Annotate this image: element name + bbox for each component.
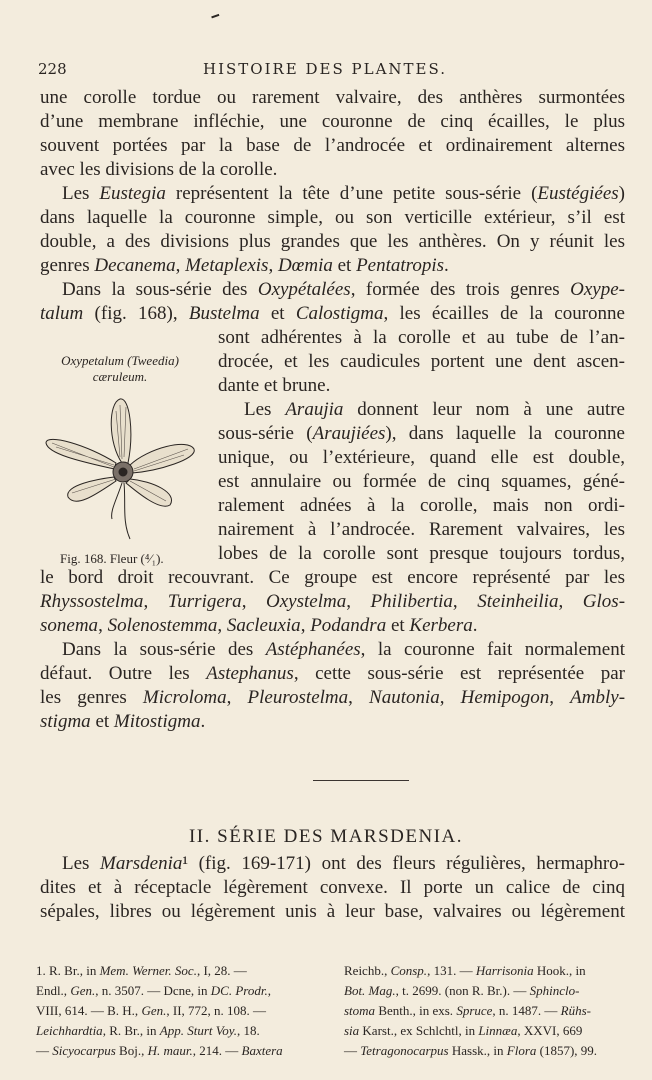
text-line: Les Marsdenia¹ (fig. 169-171) ont des fleurs régulières, hermaphro- <box>62 853 625 874</box>
footnote-left-line: Leichhardtia, R. Br., in App. Sturt Voy., 18. <box>36 1023 260 1038</box>
footnote-left-line: — Sicyocarpus Boj., H. maur., 214. — Baxtera <box>36 1043 283 1058</box>
text-line: est annulaire ou formée de cinq squames, géné- <box>218 471 625 492</box>
text-line: avec les divisions de la corolle. <box>40 159 278 180</box>
text-line: unique, ou l’extérieure, quand elle est double, <box>218 447 625 468</box>
footnote-right-line: sia Karst., ex Schlchtl, in Linnæa, XXVI, 669 <box>344 1023 583 1038</box>
text-line: d’une membrane infléchie, une couronne de cinq écailles, le plus <box>40 111 625 132</box>
text-line: le bord droit recouvrant. Ce groupe est encore représenté par les <box>40 567 625 588</box>
text-line: sépales, libres ou légèrement unis à leur base, valvaires ou légèrement <box>40 901 625 922</box>
text-line: Dans la sous-série des Astéphanées, la couronne fait normalement <box>62 639 625 660</box>
text-line: sonema, Solenostemma, Sacleuxia, Podandra et Kerbera. <box>40 615 478 636</box>
printer-mark <box>211 14 221 22</box>
page-header <box>38 60 612 82</box>
text-line: dans laquelle la couronne simple, ou son verticille extérieur, s’il est <box>40 207 625 228</box>
figure-species-line-2: cæruleum. <box>92 369 148 384</box>
text-line: sont adhérentes à la corolle et au tube de l’an- <box>218 327 625 348</box>
text-line: défaut. Outre les Astephanus, cette sous-série est représentée par <box>40 663 625 684</box>
text-line: lobes de la corolle sont presque toujours tordus, <box>218 543 625 564</box>
text-line: talum (fig. 168), Bustelma et Calostigma, les écailles de la couronne <box>40 303 625 324</box>
text-line: stigma et Mitostigma. <box>40 711 206 732</box>
text-line: Les Araujia donnent leur nom à une autre <box>244 399 625 420</box>
text-line: Rhyssostelma, Turrigera, Oxystelma, Philibertia, Steinheilia, Glos- <box>40 591 625 612</box>
text-line: Dans la sous-série des Oxypétalées, formée des trois genres Oxype- <box>62 279 625 300</box>
running-title: HISTOIRE DES PLANTES. <box>202 60 448 78</box>
petal-lower-left <box>68 477 116 501</box>
text-line: double, a des divisions plus grandes que les anthères. On y réunit les <box>40 231 625 252</box>
text-line: dites et à réceptacle légèrement convexe. Il porte un calice de cinq <box>40 877 625 898</box>
text-line: les genres Microloma, Pleurostelma, Nautonia, Hemipogon, Ambly- <box>40 687 625 708</box>
figure-label: Fig. 168. Fleur (⁴⁄₁). <box>60 551 164 566</box>
footnote-right-line: Reichb., Consp., 131. — Harrisonia Hook., in <box>344 963 586 978</box>
footnote-right-line: stoma Benth., in exs. Spruce, n. 1487. — Rühs- <box>344 1003 592 1018</box>
footnote-right-line: — Tetragonocarpus Hassk., in Flora (1857), 99. <box>344 1043 598 1058</box>
footnote-left-line: 1. R. Br., in Mem. Werner. Soc., I, 28. — <box>36 963 247 978</box>
figure-species-caption <box>44 353 196 385</box>
text-line: une corolle tordue ou rarement valvaire, des anthères surmontées <box>40 87 625 108</box>
footnote-right-line: Bot. Mag., t. 2699. (non R. Br.). — Sphinclo- <box>344 983 580 998</box>
petal-lower-right <box>126 479 172 506</box>
text-line: genres Decanema, Metaplexis, Dœmia et Pentatropis. <box>40 255 449 276</box>
section-divider <box>313 780 409 781</box>
text-line: drocée, et les caudicules portent une dent ascen- <box>218 351 625 372</box>
flower-stalk <box>124 483 130 539</box>
text-line: souvent portées par la base de l’androcée et ordinairement alternes <box>40 135 625 156</box>
text-line: ralement adnées à la corolle, mais non ordi- <box>218 495 625 516</box>
figure-species-line-1: Oxypetalum (Tweedia) <box>61 353 179 368</box>
footnote-left-line: Endl., Gen., n. 3507. — Dcne, in DC. Prodr., <box>36 983 271 998</box>
section-title: II. SÉRIE DES MARSDENIA. <box>188 826 464 847</box>
flower-illustration <box>38 393 198 543</box>
text-line: Les Eustegia représentent la tête d’une petite sous-série (Eustégiées) <box>62 183 625 204</box>
text-line: dante et brune. <box>218 375 331 396</box>
text-line: sous-série (Araujiées), dans laquelle la couronne <box>218 423 625 444</box>
page-number: 228 <box>38 60 67 78</box>
footnote-left-line: VIII, 614. — B. H., Gen., II, 772, n. 108. — <box>36 1003 267 1018</box>
text-line: nairement à l’androcée. Rarement valvaires, les <box>218 519 625 540</box>
